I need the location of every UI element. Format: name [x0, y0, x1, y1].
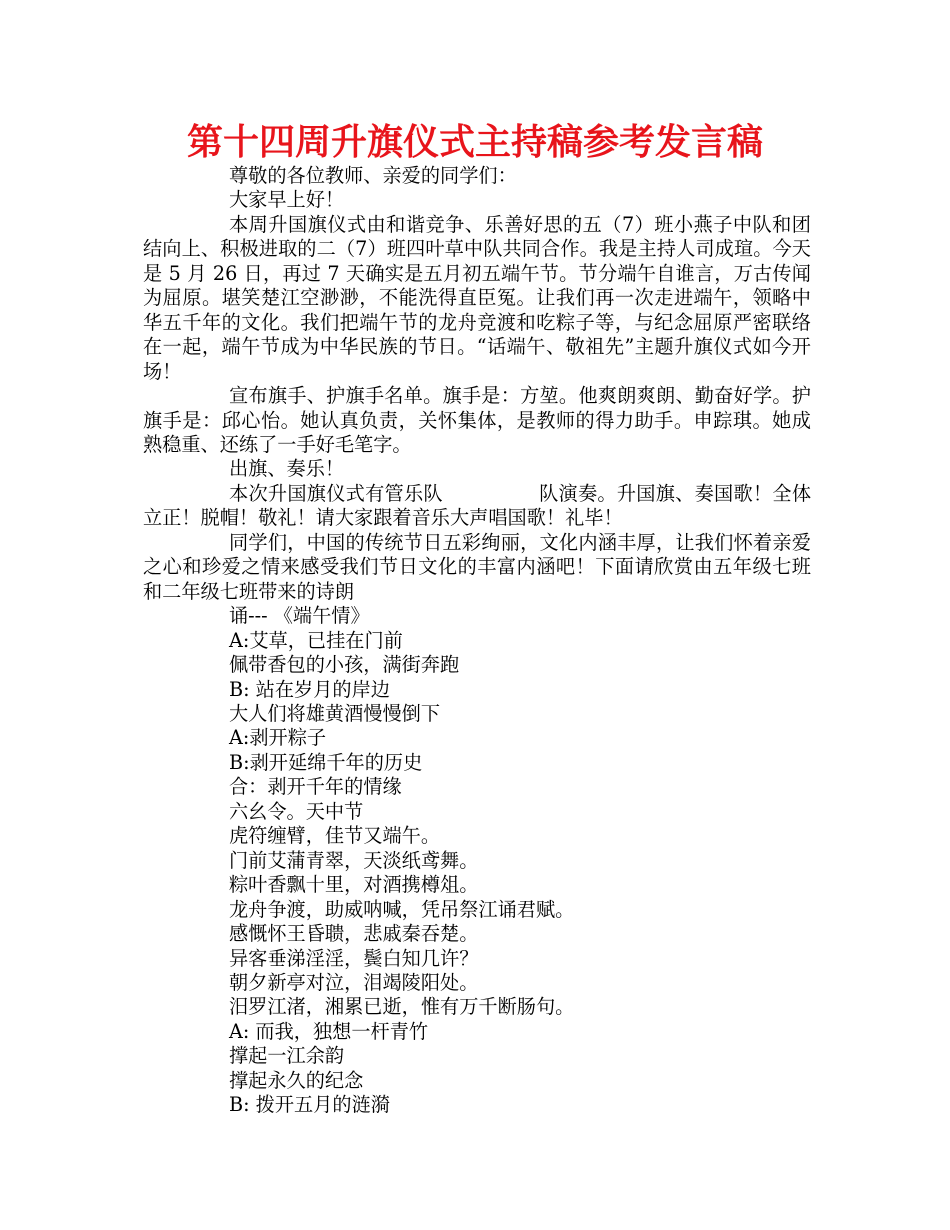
band-text-end: 队演奏。升国旗、奏国歌！全体立正！脱帽！敬礼！请大家跟着音乐大声唱国歌！礼毕！ — [143, 481, 812, 530]
poem-line: 异客垂涕淫淫，鬓白知几许？ — [229, 946, 479, 970]
poem-line: 朝夕新亭对泣，泪竭陵阳处。 — [229, 970, 479, 994]
poem-line: 粽叶香飘十里，对酒携樽俎。 — [229, 873, 479, 897]
greeting-paragraph: 尊敬的各位教师、亲爱的同学们： — [229, 164, 517, 187]
poem-line: 汨罗江渚，湘累已逝，惟有万千断肠句。 — [229, 995, 575, 1019]
band-text-start: 本次升国旗仪式有管乐队 — [229, 481, 443, 505]
poem-line: A:艾草，已挂在门前 — [229, 628, 403, 652]
poem-line: 门前艾蒲青翠，天淡纸鸢舞。 — [229, 848, 479, 872]
poem — [143, 604, 811, 1118]
poem-line: 诵--- 《端午情》 — [229, 604, 370, 628]
opening-paragraph: 本周升国旗仪式由和谐竞争、乐善好思的五（7）班小燕子中队和团结向上、积极进取的二（7）班四叶草中队共同合作。我是主持人司成瑄。今天是 5 月 26 日，再过 7 天确实是五月初五端午节。节分端午自谁言，万古传闻为屈原。堪笑楚江空渺渺，不能洗得直臣冤。让我们再一次走进端午，领略中华五千年的文化。我们把端午节的龙舟竞渡和吃粽子等，与纪念屈原严密联络在一起，端午节成为中华民族的节日。“话端午、敬祖先”主题升旗仪式如今开场！ — [143, 212, 811, 383]
poem-line: 佩带香包的小孩，满街奔跑 — [229, 653, 460, 677]
poem-line: A:剥开粽子 — [229, 726, 327, 750]
morning-greeting: 大家早上好！ — [229, 188, 345, 212]
poem-line: 合：剥开千年的情缘 — [229, 775, 402, 799]
poem-line: B: 站在岁月的岸边 — [229, 677, 390, 701]
poem-line: 撑起永久的纪念 — [229, 1068, 364, 1092]
poem-line: B:剥开延绵千年的历史 — [229, 750, 423, 774]
poem-line: 撑起一江余韵 — [229, 1044, 345, 1068]
poem-line: A: 而我，独想一杆青竹 — [229, 1019, 429, 1043]
intro-paragraph: 同学们，中国的传统节日五彩绚丽，文化内涵丰厚，让我们怀着亲爱之心和珍爱之情来感受我们节日文化的丰富内涵吧！下面请欣赏由五年级七班和二年级七班带来的诗朗 — [143, 530, 811, 603]
poem-line: 大人们将雄黄酒慢慢倒下 — [229, 701, 441, 725]
poem-line: 感慨怀王昏聩，悲戚秦吞楚。 — [229, 922, 479, 946]
document-title: 第十四周升旗仪式主持稿参考发言稿 — [186, 122, 763, 163]
poem-line: B: 拨开五月的涟漪 — [229, 1093, 390, 1117]
flag-out-paragraph: 出旗、奏乐！ — [229, 457, 345, 481]
poem-line: 六幺令。天中节 — [229, 799, 364, 823]
poem-line: 虎符缠臂，佳节又端午。 — [229, 824, 441, 848]
document-body — [143, 164, 811, 1118]
poem-line: 龙舟争渡，助威呐喊，凭吊祭江诵君赋。 — [229, 897, 575, 921]
band-paragraph — [143, 482, 811, 531]
flag-bearers-paragraph: 宣布旗手、护旗手名单。旗手是：方堃。他爽朗爽朗、勤奋好学。护旗手是：邱心怡。她认真负责，关怀集体，是教师的得力助手。申踪琪。她成熟稳重、还练了一手好毛笔字。 — [143, 384, 811, 456]
